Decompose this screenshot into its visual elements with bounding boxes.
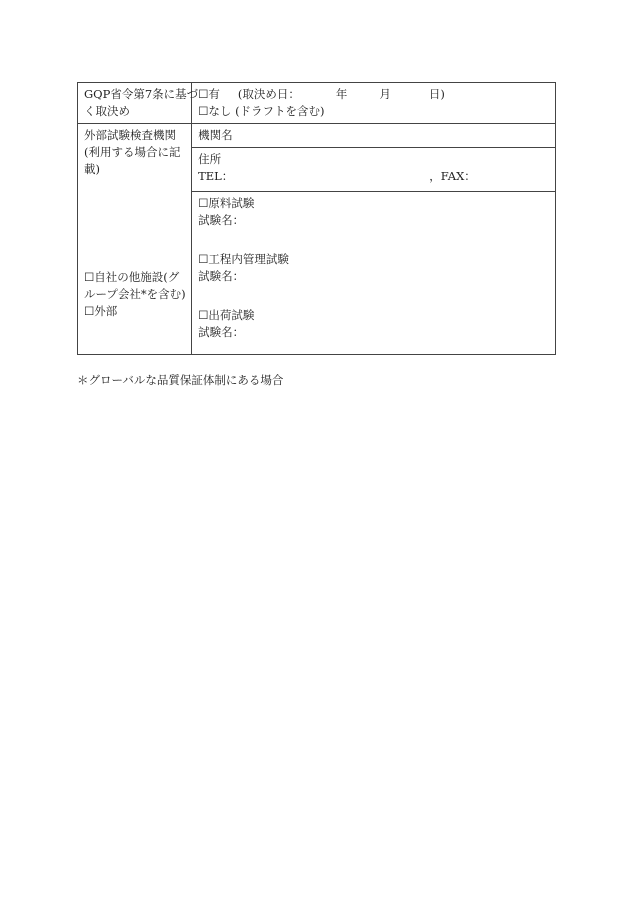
agreement-label-line1: GQP省令第7条に基づ [84, 87, 199, 101]
tel-label: TEL： [198, 169, 234, 183]
agreement-no-line [198, 103, 549, 120]
agreement-yes-checkbox[interactable]: ☐有 [198, 87, 220, 101]
agreement-label-line2: く取決め [84, 104, 130, 118]
own-facility-checkbox[interactable]: ☐自社の他施設(グ [84, 270, 180, 284]
tel-fax-line [198, 168, 549, 185]
shipping-test-checkbox[interactable]: ☐出荷試験 [198, 308, 255, 322]
raw-material-test-name-label: 試験名： [198, 213, 245, 227]
address-cell [192, 148, 556, 192]
inspection-form-table [77, 82, 556, 355]
agreement-row [78, 83, 556, 124]
address-label: 住所 [198, 152, 222, 166]
org-name-label: 機関名 [198, 128, 233, 142]
day-label: 日) [428, 87, 445, 101]
external-lab-label-line1: 外部試験検査機関 [84, 128, 176, 142]
raw-material-test-checkbox[interactable]: ☐原料試験 [198, 196, 255, 210]
tests-cell [192, 192, 556, 355]
agreement-value-cell [192, 83, 556, 124]
org-name-cell [192, 124, 556, 148]
fax-label: ，FAX： [429, 169, 476, 183]
external-lab-row-name [78, 124, 556, 148]
in-process-test-name-label: 試験名： [198, 269, 245, 283]
agreement-yes-line [198, 86, 549, 103]
shipping-test-name-label: 試験名： [198, 325, 245, 339]
agreement-date-label: (取決め日： [237, 87, 300, 101]
in-process-test-checkbox[interactable]: ☐工程内管理試験 [198, 252, 289, 266]
year-label: 年 [335, 87, 348, 101]
external-lab-label-cell [78, 124, 192, 355]
footnote: ＊グローバルな品質保証体制にある場合 [77, 373, 284, 387]
external-lab-label-line3: 載) [84, 162, 100, 176]
month-label: 月 [379, 87, 391, 101]
agreement-no-checkbox[interactable]: ☐なし [198, 104, 232, 118]
own-facility-label-line2: ループ会社*を含む) [84, 287, 186, 301]
external-checkbox[interactable]: ☐外部 [84, 304, 118, 318]
agreement-label-cell [78, 83, 199, 124]
draft-note: (ドラフトを含む) [235, 104, 325, 118]
external-lab-label-line2: (利用する場合に記 [84, 145, 181, 159]
